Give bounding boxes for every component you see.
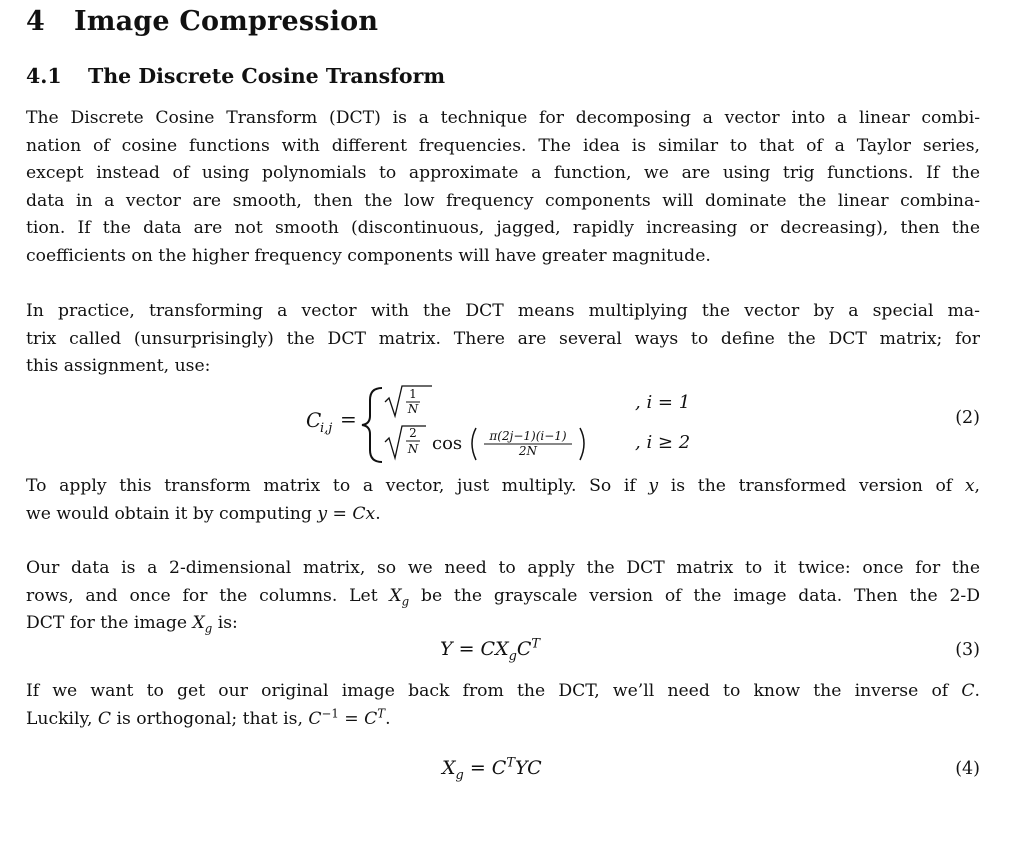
cos-function: cos: [432, 433, 463, 454]
eq-lhs-sub: i,j: [320, 421, 333, 436]
section-title: Image Compression: [74, 6, 379, 37]
text-line: To apply this transform matrix to a vector, just multiply. So if y is the transformed version of x,: [26, 476, 980, 496]
subsection-title: The Discrete Cosine Transform: [88, 64, 446, 88]
right-paren: [580, 428, 584, 460]
text-line: If we want to get our original image back from the DCT, we’ll need to know the inverse of C.: [26, 681, 980, 701]
equation-number: (3): [955, 640, 980, 660]
paragraph-apply: [26, 473, 980, 528]
text-line: In practice, transforming a vector with the DCT means multiplying the vector by a special ma-: [26, 301, 980, 321]
case1-condition: , i = 1: [635, 392, 691, 413]
text-line: except instead of using polynomials to approximate a function, we are using trig functions. If the: [26, 163, 980, 183]
text-line: data in a vector are smooth, then the low frequency components will dominate the linear combina-: [26, 190, 980, 211]
paragraph-practice: [26, 298, 980, 381]
eq-equals: =: [340, 407, 357, 431]
section-number: 4: [26, 6, 45, 37]
subsection-heading: [26, 64, 445, 88]
frac-two: 2: [409, 426, 417, 440]
eq-lhs: C: [306, 408, 322, 432]
text-line: tion. If the data are not smooth (discontinuous, jagged, rapidly increasing or decreasing), then the: [26, 218, 980, 238]
paragraph-2d: [26, 555, 980, 638]
subsection-number: 4.1: [26, 64, 62, 88]
frac-n: N: [407, 442, 419, 456]
text-line: Our data is a 2-dimensional matrix, so we need to apply the DCT matrix to it twice: once for the: [26, 558, 980, 578]
text-line: nation of cosine functions with different frequencies. The idea is similar to that of a Taylor series,: [26, 135, 980, 156]
paragraph-inverse: [26, 678, 980, 733]
frac-one: 1: [409, 387, 417, 401]
sqrt-sign-2: [385, 426, 426, 458]
equation-inverse-dct: $X_g = C^TYC$: [442, 755, 542, 783]
text-line: this assignment, use:: [26, 356, 211, 376]
paragraph-intro: [26, 105, 980, 270]
text-line: coefficients on the higher frequency components will have greater magnitude.: [26, 245, 711, 266]
left-brace: [362, 388, 382, 462]
text-line: Luckily, C is orthogonal; that is, $C^{-1} = C^T$.: [26, 705, 391, 729]
equation-number: (4): [955, 759, 980, 779]
section-heading: [26, 6, 378, 37]
case2-condition: , i ≥ 2: [635, 432, 691, 453]
text-line: we would obtain it by computing y = Cx.: [26, 503, 381, 524]
text-line: DCT for the image $X_g$ is:: [26, 613, 238, 636]
dct-matrix-equation: [290, 380, 710, 470]
text-line: The Discrete Cosine Transform (DCT) is a technique for decomposing a vector into a linear combi-: [26, 108, 980, 128]
cos-numerator: π(2j−1)(i−1): [489, 429, 567, 443]
left-paren: [472, 428, 476, 460]
text-line: rows, and once for the columns. Let $X_g$ be the grayscale version of the image data. Then the 2-D: [26, 585, 980, 608]
text-line: trix called (unsurprisingly) the DCT matrix. There are several ways to define the DCT matrix; for: [26, 328, 980, 349]
equation-2d-dct: $Y = CX_gC^T$: [440, 636, 541, 664]
equation-number: (2): [955, 408, 980, 428]
frac-n: N: [407, 402, 419, 416]
cos-denominator: 2N: [518, 444, 538, 458]
